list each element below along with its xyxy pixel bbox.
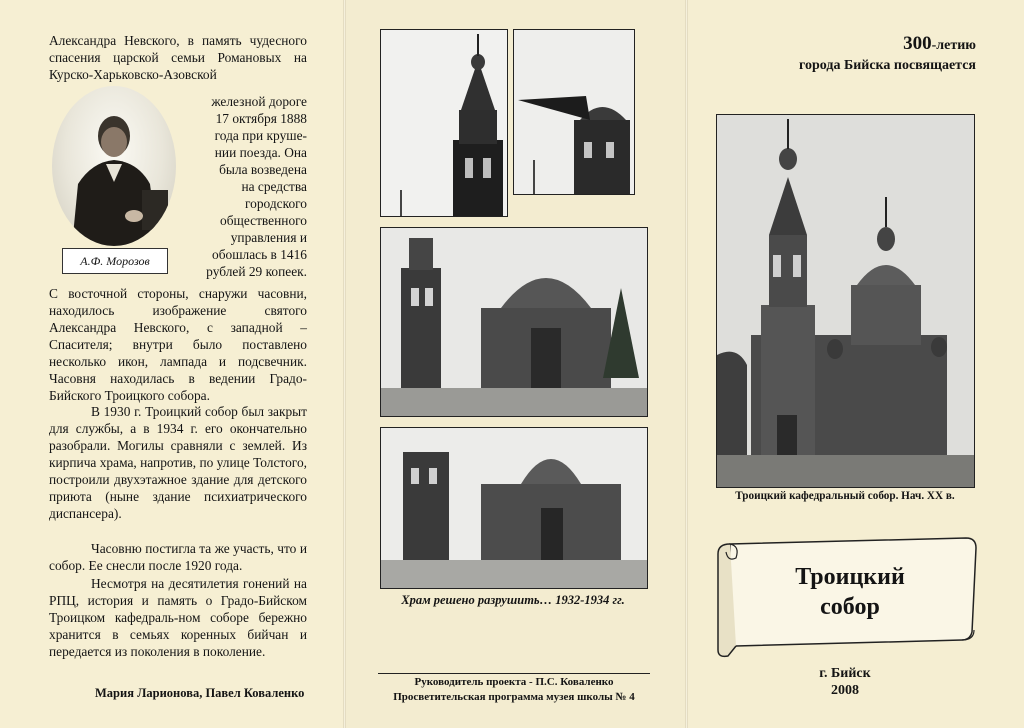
bell-tower-photo	[380, 29, 508, 217]
wrap-text-line: на средства	[241, 179, 307, 194]
program-name: Просветительская программа музея школы № 4	[393, 691, 635, 703]
anniversary-number: 300	[903, 33, 932, 54]
title-line-2: собор	[820, 594, 880, 620]
footer-divider	[378, 673, 650, 674]
wrap-text-line: нии поезда. Она	[214, 145, 307, 160]
wrap-text-line: управления и	[230, 230, 307, 245]
east-side-paragraph: С восточной стороны, снаружи часовни, находилось изображение святого Александра Невского, с западной – Спасителя; внутри было поставлено несколько икон, лампада и подсвечник. Часовня находилась в ведении Градо-Бийского Троицкого собора.	[49, 286, 307, 403]
fold-line	[343, 0, 346, 728]
ruin-photo-caption: Храм решено разрушить… 1932-1934 гг.	[401, 593, 625, 607]
wrap-text-line: рублей 29 копеек.	[206, 264, 307, 279]
closure-paragraph: В 1930 г. Троицкий собор был закрыт для службы, а в 1934 г. его окончательно разобрали. Могилы сравняли с землей. Из кирпича храма, напротив, по улице Толстого, построили двухэтажное здание для детского приюта (ныне здание психиатрического диспансера).	[49, 404, 307, 521]
fold-line	[685, 0, 688, 728]
wrap-text-line: 17 октября 1888	[215, 111, 307, 126]
wrap-text-line: железной дороге	[211, 94, 307, 109]
portrait-photo	[49, 86, 179, 274]
memory-paragraph: Несмотря на десятилетия гонений на РПЦ, история и память о Градо-Бийском Троицком кафедраль-ном соборе бережно хранится в семьях коренных бийчан и передается из поколения в поколение.	[49, 576, 307, 659]
wrap-text-line: городского	[245, 196, 307, 211]
brochure-title	[740, 562, 960, 622]
anniversary-suffix: -летию	[931, 38, 976, 53]
portrait-caption: А.Ф. Морозов	[62, 248, 168, 274]
city-year	[790, 665, 900, 699]
dedication-line: города Бийска посвящается	[798, 58, 976, 73]
publication-year: 2008	[831, 683, 859, 698]
cathedral-main-photo	[716, 114, 975, 488]
project-leader: Руководитель проекта - П.С. Коваленко	[414, 676, 614, 688]
wrap-text-line: общественного	[220, 213, 307, 228]
demolition-photo	[513, 29, 635, 195]
title-line-1: Троицкий	[795, 564, 905, 590]
signature-authors: Мария Ларионова, Павел Коваленко	[95, 686, 305, 700]
wrap-text-line: была возведена	[219, 162, 307, 177]
wrap-text-line: обошлась в 1416	[212, 247, 307, 262]
cathedral-caption: Троицкий кафедральный собор. Нач. XX в.	[735, 490, 955, 502]
cathedral-photo-ruined	[380, 427, 648, 589]
dedication-anniversary	[690, 33, 976, 55]
chapel-fate-paragraph: Часовню постигла та же участь, что и собор. Ее снесли после 1920 года.	[49, 541, 307, 573]
wrap-text-line: года при круше-	[214, 128, 307, 143]
intro-paragraph: Александра Невского, в память чудесного спасения царской семьи Романовых на Курско-Харьковско-Азовской	[49, 33, 307, 82]
cathedral-photo-front	[380, 227, 648, 417]
portrait-oval	[52, 86, 176, 246]
city-name: г. Бийск	[819, 666, 871, 681]
